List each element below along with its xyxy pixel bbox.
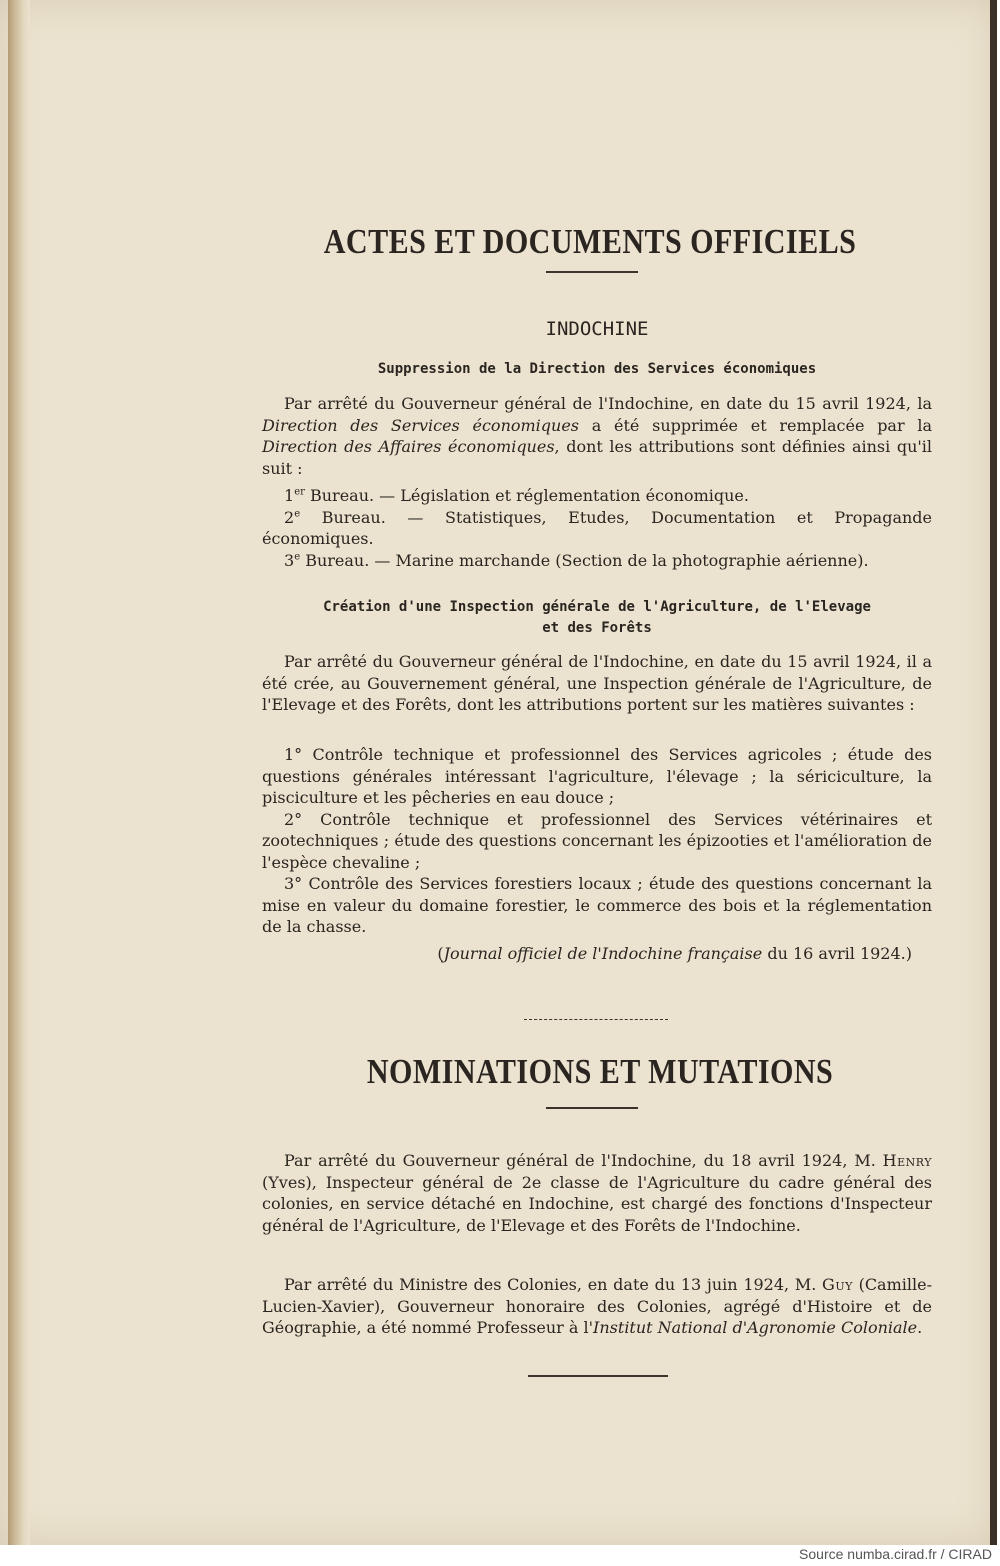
text-run: Par arrêté du Ministre des Colonies, en date du 13 juin 1924, M. <box>284 1275 823 1294</box>
end-rule <box>528 1375 668 1377</box>
bureau-number: 2 <box>284 507 295 527</box>
bureau-text: Bureau. — Législation et réglementation économique. <box>304 486 749 505</box>
bureau-text: Bureau. — Marine marchande (Section de la photographie aérienne). <box>300 550 869 570</box>
title-rule <box>546 271 638 273</box>
text-run: (Yves), Inspecteur général de 2e classe de l'Agriculture du cadre général des colonies, en service détaché en Indochine, est chargé des fonctions d'Inspecteur général de l'Agriculture, de l'Elevage et des Forêts de l'Indochine. <box>262 1172 932 1235</box>
ordinal-sup: e <box>294 508 301 520</box>
bureau-item <box>262 485 932 507</box>
suppression-paragraph <box>262 393 932 479</box>
page-binding-edge <box>8 0 30 1545</box>
text-run: du 16 avril 1924.) <box>762 944 912 963</box>
italic-run: Direction des Affaires économiques <box>262 437 555 456</box>
section-separator <box>524 1019 668 1020</box>
source-footer: Source numba.cirad.fr / CIRAD <box>799 1546 992 1562</box>
text-run: (Camille-Lucien-Xavier), Gouverneur honoraire des Colonies, agrégé d'Histoire et de Géographie, a été nommé Professeur à l' <box>262 1275 932 1337</box>
creation-heading-line: Création d'une Inspection générale de l'Agriculture, de l'Elevage <box>323 599 871 615</box>
bureau-number: 1 <box>284 486 295 505</box>
ordinal-sup: er <box>294 486 305 498</box>
text-run: , dont les attributions sont définies ainsi qu'il suit : <box>262 437 933 478</box>
bureau-text: Bureau. — Statistiques, Etudes, Documentation et Propagande économiques. <box>262 507 932 548</box>
text-run: ( <box>437 944 444 963</box>
suppression-heading: Suppression de la Direction des Services économiques <box>377 361 817 377</box>
bureau-list <box>262 485 932 571</box>
creation-heading <box>262 597 932 639</box>
nominations-rule <box>546 1107 638 1109</box>
creation-paragraph: Par arrêté du Gouverneur général de l'Indochine, en date du 15 avril 1924, il a été crée, au Gouvernement général, une Inspection générale de l'Agriculture, de l'Elevage et des Forêts, dont les attributions portent sur les matières suivantes : <box>262 652 932 714</box>
bureau-item <box>262 507 932 550</box>
person-name: Henry <box>882 1151 932 1170</box>
text-run: a été supprimée et remplacée par la <box>579 415 933 435</box>
matters-list <box>262 744 932 938</box>
scan-dark-edge <box>990 0 997 1545</box>
journal-title: Journal officiel de l'Indochine française <box>443 944 763 963</box>
italic-run: Institut National d'Agronomie Coloniale <box>593 1318 918 1337</box>
creation-heading-line: et des Forêts <box>542 620 652 636</box>
person-name: Guy <box>822 1275 853 1294</box>
text-run: . <box>917 1318 923 1337</box>
page-title: ACTES ET DOCUMENTS OFFICIELS <box>323 222 857 261</box>
bureau-item <box>262 550 932 572</box>
nomination-paragraph-henry <box>262 1150 932 1236</box>
region-heading: INDOCHINE <box>545 318 649 340</box>
nominations-title: NOMINATIONS ET MUTATIONS <box>366 1052 834 1091</box>
matter-item: 3° Contrôle des Services forestiers locaux ; étude des questions concernant la mise en valeur du domaine forestier, le commerce des bois et la réglementation de la chasse. <box>262 874 932 936</box>
italic-run: Direction des Services économiques <box>262 415 580 435</box>
journal-citation <box>262 944 912 963</box>
matter-item: 1° Contrôle technique et professionnel des Services agricoles ; étude des questions générales intéressant l'agriculture, l'élevage ; la sériciculture, la pisciculture et les pêcheries en eau douce ; <box>262 745 932 807</box>
bureau-number: 3 <box>284 550 295 570</box>
matter-item: 2° Contrôle technique et professionnel des Services vétérinaires et zootechniques ; étude des questions concernant les épizooties et l'amélioration de l'espèce chevaline ; <box>262 809 932 872</box>
text-run: Par arrêté du Gouverneur général de l'Indochine, du 18 avril 1924, M. <box>284 1151 883 1170</box>
nomination-paragraph-guy <box>262 1274 932 1339</box>
text-run: Par arrêté du Gouverneur général de l'Indochine, en date du 15 avril 1924, la <box>284 394 932 413</box>
ordinal-sup: e <box>294 551 301 563</box>
